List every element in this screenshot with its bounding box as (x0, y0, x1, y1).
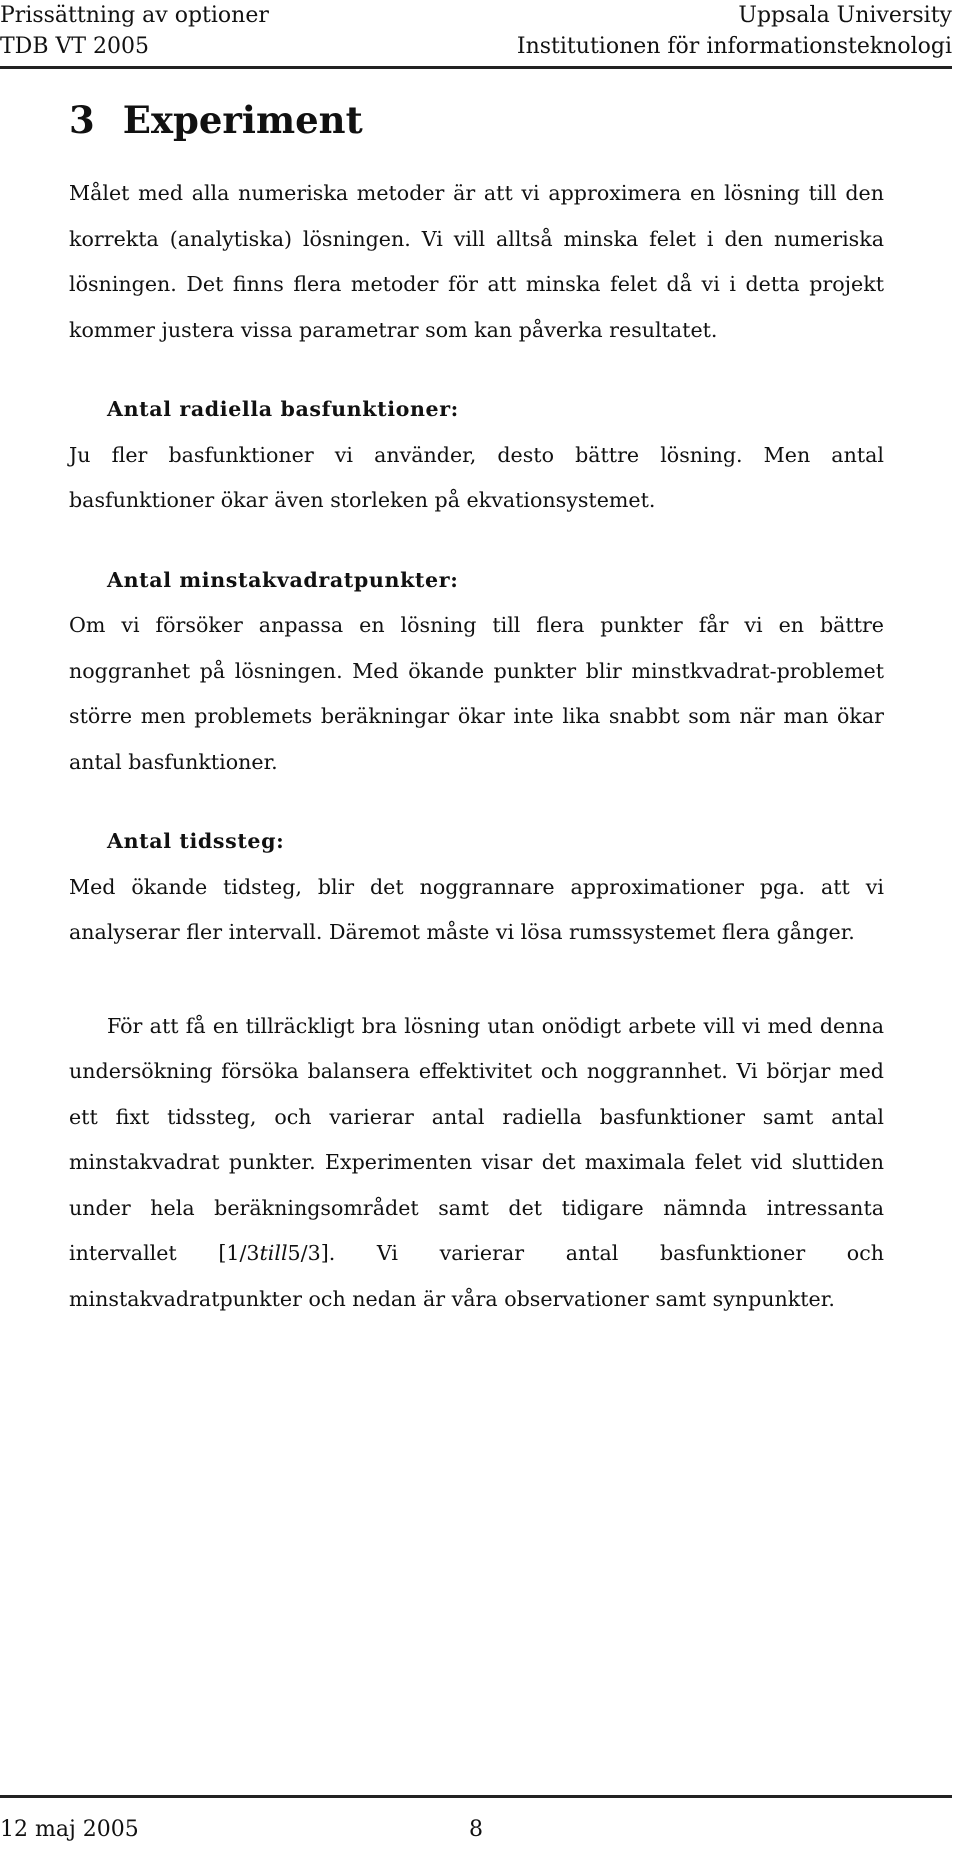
page-number: 8 (469, 1817, 483, 1842)
parameter-heading: Antal minstakvadratpunkter: (107, 567, 459, 592)
closing-text-start: För att få en tillräckligt bra lösning utan onödigt arbete vill vi med denna undersökning försöka balansera effektivitet och noggrannhet. Vi börjar med ett fixt tidssteg, och varierar antal radiella basfunktioner samt antal minstakvadrat punkter. Experimenten visar det maximala felet vid sluttiden under hela beräkningsområdet samt det tidigare nämnda intressanta intervallet [1/3 (69, 1013, 884, 1265)
spacer (69, 524, 884, 558)
spacer (69, 353, 884, 387)
parameter-item (69, 558, 884, 786)
spacer (69, 956, 884, 1004)
footer-rule (0, 1795, 952, 1798)
header-document-title: Prissättning av optioner (0, 3, 269, 28)
header-rule (0, 66, 952, 69)
section-title (69, 95, 363, 145)
closing-paragraph (69, 1004, 884, 1323)
parameter-item (69, 819, 884, 956)
section-number: 3 (69, 98, 95, 142)
document-body (69, 171, 884, 1322)
closing-math-term: till (259, 1241, 288, 1265)
header-university: Uppsala University (738, 3, 952, 28)
section-title-text: Experiment (122, 98, 363, 142)
parameter-text: Med ökande tidsteg, blir det noggrannare approximationer pga. att vi analyserar fler intervall. Däremot måste vi lösa rumssystemet flera gånger. (69, 874, 884, 944)
header-department: Institutionen för informationsteknologi (516, 34, 952, 59)
intro-paragraph: Målet med alla numeriska metoder är att vi approximera en lösning till den korrekta (analytiska) lösningen. Vi vill alltså minska felet i den numeriska lösningen. Det finns flera metoder för att minska felet då vi i detta projekt kommer justera vissa parametrar som kan påverka resultatet. (69, 181, 884, 342)
parameter-item (69, 387, 884, 524)
parameter-heading: Antal tidssteg: (107, 829, 285, 853)
parameter-text: Om vi försöker anpassa en lösning till flera punkter får vi en bättre noggranhet på lösningen. Med ökande punkter blir minstkvadrat-problemet större men problemets beräkningar ökar inte lika snabbt som när man ökar antal basfunktioner. (69, 613, 884, 774)
page-footer (0, 1795, 952, 1851)
closing-text-end: 5/3]. Vi varierar antal basfunktioner och minstakvadratpunkter och nedan är våra observationer samt synpunkter. (69, 1241, 884, 1311)
footer-date: 12 maj 2005 (0, 1817, 139, 1842)
header-left (0, 0, 269, 62)
page-header (0, 0, 952, 70)
parameter-text: Ju fler basfunktioner vi använder, desto bättre lösning. Men antal basfunktioner ökar även storleken på ekvationsystemet. (69, 442, 884, 512)
header-course-code: TDB VT 2005 (0, 34, 150, 59)
parameter-heading: Antal radiella basfunktioner: (107, 397, 459, 421)
header-right (517, 0, 952, 62)
spacer (69, 785, 884, 819)
